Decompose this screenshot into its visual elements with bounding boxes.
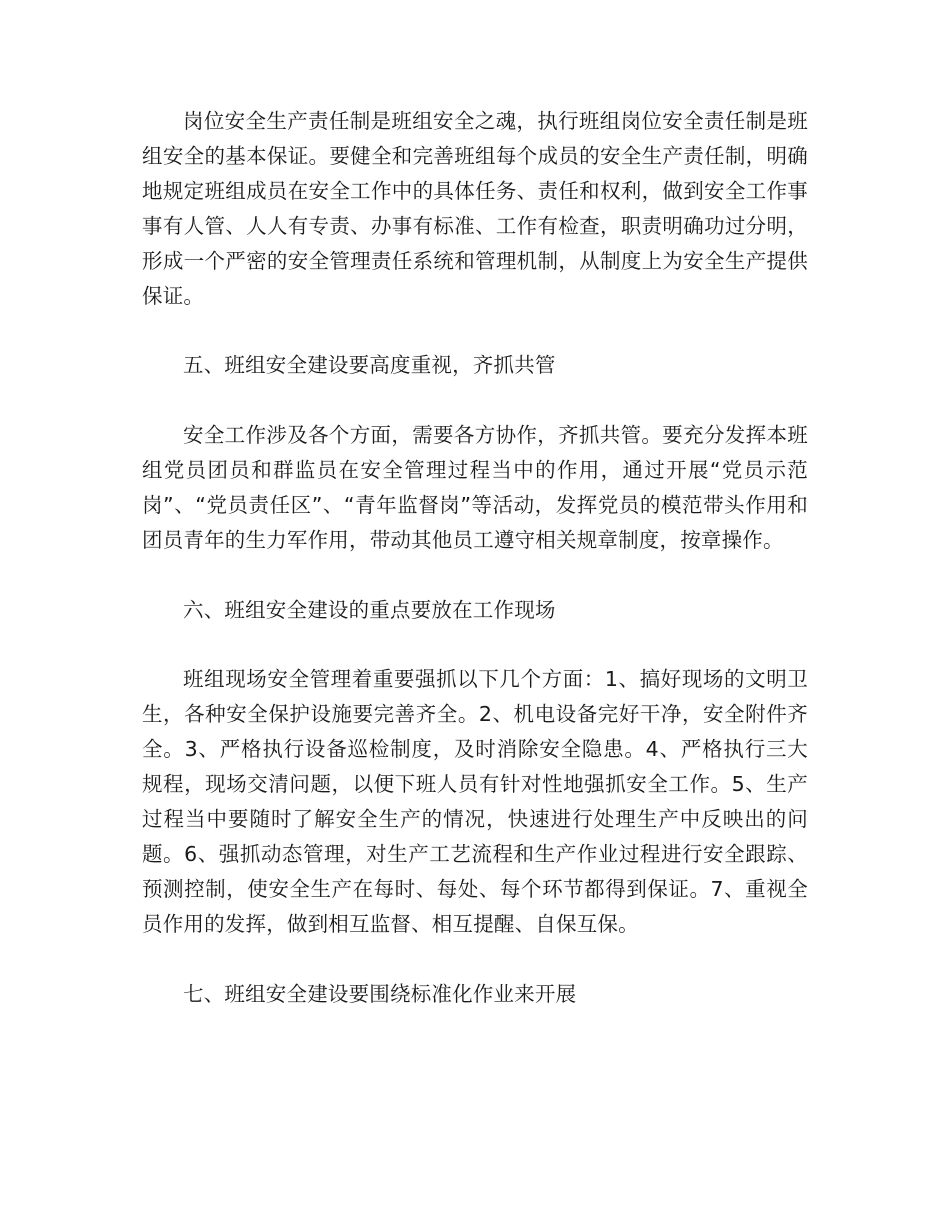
- paragraph-responsibility-system: 岗位安全生产责任制是班组安全之魂，执行班组岗位安全责任制是班组安全的基本保证。要健全和完善班组每个成员的安全生产责任制，明确地规定班组成员在安全工作中的具体任务、责任和权利，做到安全工作事事有人管、人人有专责、办事有标准、工作有检查，职责明确功过分明，形成一个严密的安全管理责任系统和管理机制，从制度上为安全生产提供保证。: [142, 109, 808, 308]
- section-heading-7: 七、班组安全建设要围绕标准化作业来开展: [183, 981, 577, 1006]
- paragraph-site-management: 班组现场安全管理着重要强抓以下几个方面：1、搞好现场的文明卫生，各种安全保护设施要完善齐全。2、机电设备完好干净，安全附件齐全。3、严格执行设备巡检制度，及时消除安全隐患。4、严格执行三大规程，现场交清问题，以便下班人员有针对性地强抓安全工作。5、生产过程当中要随时了解安全生产的情况，快速进行处理生产中反映出的问题。6、强抓动态管理，对生产工艺流程和生产作业过程进行安全跟踪、预测控制，使安全生产在每时、每处、每个环节都得到保证。7、重视全员作用的发挥，做到相互监督、相互提醒、自保互保。: [142, 667, 808, 936]
- section-heading-5: 五、班组安全建设要高度重视，齐抓共管: [183, 353, 556, 378]
- paragraph-joint-management: 安全工作涉及各个方面，需要各方协作，齐抓共管。要充分发挥本班组党员团员和群监员在安全管理过程当中的作用，通过开展“党员示范岗”、“党员责任区”、“青年监督岗”等活动，发挥党员的模范带头作用和团员青年的生力军作用，带动其他员工遵守相关规章制度，按章操作。: [142, 423, 808, 552]
- document-body: [142, 104, 808, 1046]
- section-heading-6: 六、班组安全建设的重点要放在工作现场: [183, 597, 556, 622]
